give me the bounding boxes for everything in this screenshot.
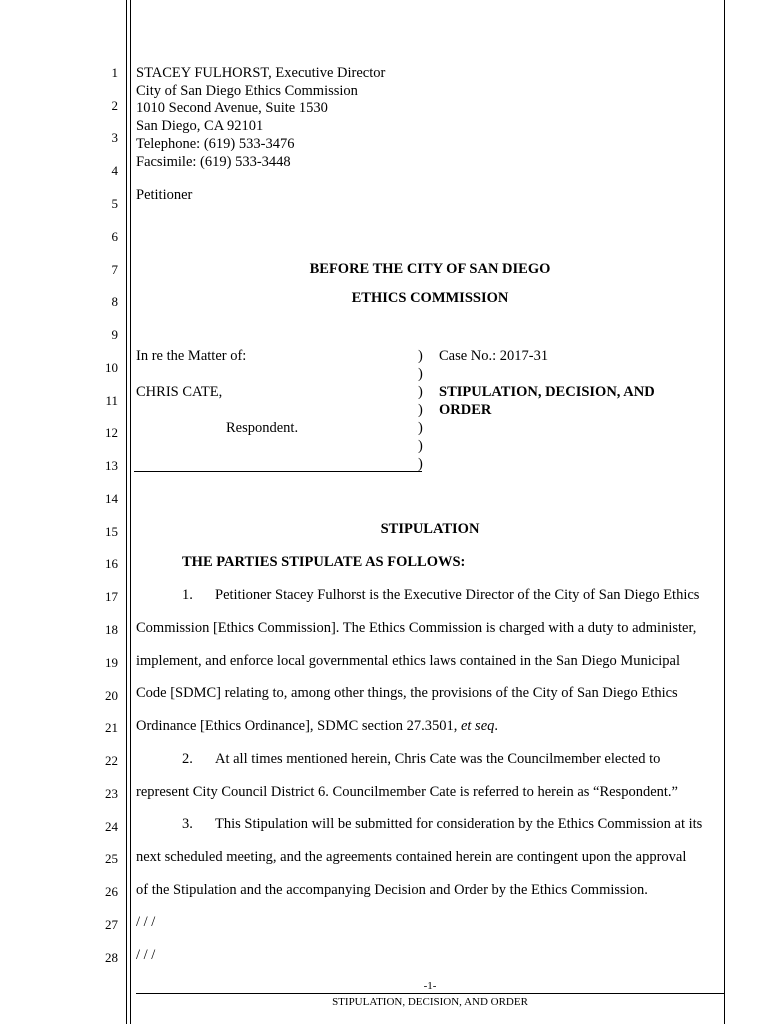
header-address1: 1010 Second Avenue, Suite 1530 xyxy=(136,100,328,116)
paragraph-2-number: 2. xyxy=(182,751,193,767)
caption-respondent-label: Respondent. xyxy=(226,420,299,436)
right-margin-rule xyxy=(724,0,725,1024)
line-number-24: 24 xyxy=(105,819,118,834)
line-number-12: 12 xyxy=(105,425,118,440)
line-number-27: 27 xyxy=(105,917,118,932)
paragraph-2-line1: At all times mentioned herein, Chris Cate was the Councilmember elected to xyxy=(215,751,661,767)
header-address2: San Diego, CA 92101 xyxy=(136,118,264,134)
paragraph-1-line5-text: Ordinance [Ethics Ordinance], SDMC section 27.3501, xyxy=(136,718,461,734)
paragraph-3-line1: This Stipulation will be submitted for consideration by the Ethics Commission at its xyxy=(215,816,703,832)
paragraph-1-line5-end: . xyxy=(494,718,499,734)
court-heading-line1: BEFORE THE CITY OF SAN DIEGO xyxy=(309,261,551,277)
paragraph-1-number: 1. xyxy=(182,587,193,603)
stipulation-subheading: THE PARTIES STIPULATE AS FOLLOWS: xyxy=(182,554,466,570)
paragraph-2-line2: represent City Council District 6. Councilmember Cate is referred to herein as “Respondent.” xyxy=(136,784,678,800)
line-number-22: 22 xyxy=(105,753,118,768)
line-number-1: 1 xyxy=(111,65,118,80)
header-telephone: Telephone: (619) 533-3476 xyxy=(136,136,295,152)
left-margin-rule-inner xyxy=(130,0,131,1024)
line-number-6: 6 xyxy=(111,229,118,244)
caption-respondent-name: CHRIS CATE, xyxy=(136,384,223,400)
left-margin-rule-outer xyxy=(126,0,127,1024)
caption-paren: ) xyxy=(418,456,423,472)
stipulation-heading: STIPULATION xyxy=(380,521,480,537)
caption-in-re: In re the Matter of: xyxy=(136,348,247,364)
line-number-4: 4 xyxy=(111,163,118,178)
caption-title-line2: ORDER xyxy=(439,402,492,418)
paragraph-1-line2: Commission [Ethics Commission]. The Ethics Commission is charged with a duty to administer, xyxy=(136,620,697,636)
paragraph-3-line3: of the Stipulation and the accompanying Decision and Order by the Ethics Commission. xyxy=(136,882,648,898)
paragraph-1-line5 xyxy=(136,717,498,735)
caption-paren: ) xyxy=(418,402,423,418)
line-number-10: 10 xyxy=(105,360,118,375)
footer-title: STIPULATION, DECISION, AND ORDER xyxy=(332,996,528,1008)
paragraph-3-line2: next scheduled meeting, and the agreements contained herein are contingent upon the approval xyxy=(136,849,687,865)
header-org: City of San Diego Ethics Commission xyxy=(136,83,358,99)
line-number-11: 11 xyxy=(105,393,118,408)
line-number-8: 8 xyxy=(111,294,118,309)
et-seq-italic: et seq xyxy=(460,718,495,734)
line-number-19: 19 xyxy=(105,655,118,670)
line-number-23: 23 xyxy=(105,786,118,801)
line-number-28: 28 xyxy=(105,950,118,965)
line-number-14: 14 xyxy=(105,491,118,506)
continuation-slashes-2: / / / xyxy=(136,947,156,963)
line-number-9: 9 xyxy=(111,327,118,342)
line-number-17: 17 xyxy=(105,589,118,604)
header-role: Petitioner xyxy=(136,187,193,203)
court-heading-line2: ETHICS COMMISSION xyxy=(351,290,509,306)
line-number-18: 18 xyxy=(105,622,118,637)
line-number-26: 26 xyxy=(105,884,118,899)
line-number-2: 2 xyxy=(111,98,118,113)
continuation-slashes-1: / / / xyxy=(136,914,156,930)
caption-paren: ) xyxy=(418,384,423,400)
footer-page-number: -1- xyxy=(423,980,437,992)
line-number-20: 20 xyxy=(105,688,118,703)
caption-paren: ) xyxy=(418,366,423,382)
footer-rule xyxy=(136,993,724,994)
paragraph-1-line1: Petitioner Stacey Fulhorst is the Executive Director of the City of San Diego Ethics xyxy=(215,587,700,603)
caption-paren: ) xyxy=(418,420,423,436)
caption-title-line1: STIPULATION, DECISION, AND xyxy=(439,384,655,400)
line-number-7: 7 xyxy=(111,262,118,277)
line-number-21: 21 xyxy=(105,720,118,735)
paragraph-1-line3: implement, and enforce local governmental ethics laws contained in the San Diego Municipal xyxy=(136,653,680,669)
caption-underline xyxy=(134,471,422,472)
caption-paren: ) xyxy=(418,348,423,364)
caption-case-number: Case No.: 2017-31 xyxy=(439,348,549,364)
paragraph-3-number: 3. xyxy=(182,816,193,832)
line-number-15: 15 xyxy=(105,524,118,539)
line-number-3: 3 xyxy=(111,130,118,145)
line-number-25: 25 xyxy=(105,851,118,866)
line-number-16: 16 xyxy=(105,556,118,571)
paragraph-1-line4: Code [SDMC] relating to, among other things, the provisions of the City of San Diego Ethics xyxy=(136,685,678,701)
caption-paren: ) xyxy=(418,438,423,454)
line-number-5: 5 xyxy=(111,196,118,211)
header-name-line: STACEY FULHORST, Executive Director xyxy=(136,65,386,81)
line-number-13: 13 xyxy=(105,458,118,473)
header-facsimile: Facsimile: (619) 533-3448 xyxy=(136,154,291,170)
